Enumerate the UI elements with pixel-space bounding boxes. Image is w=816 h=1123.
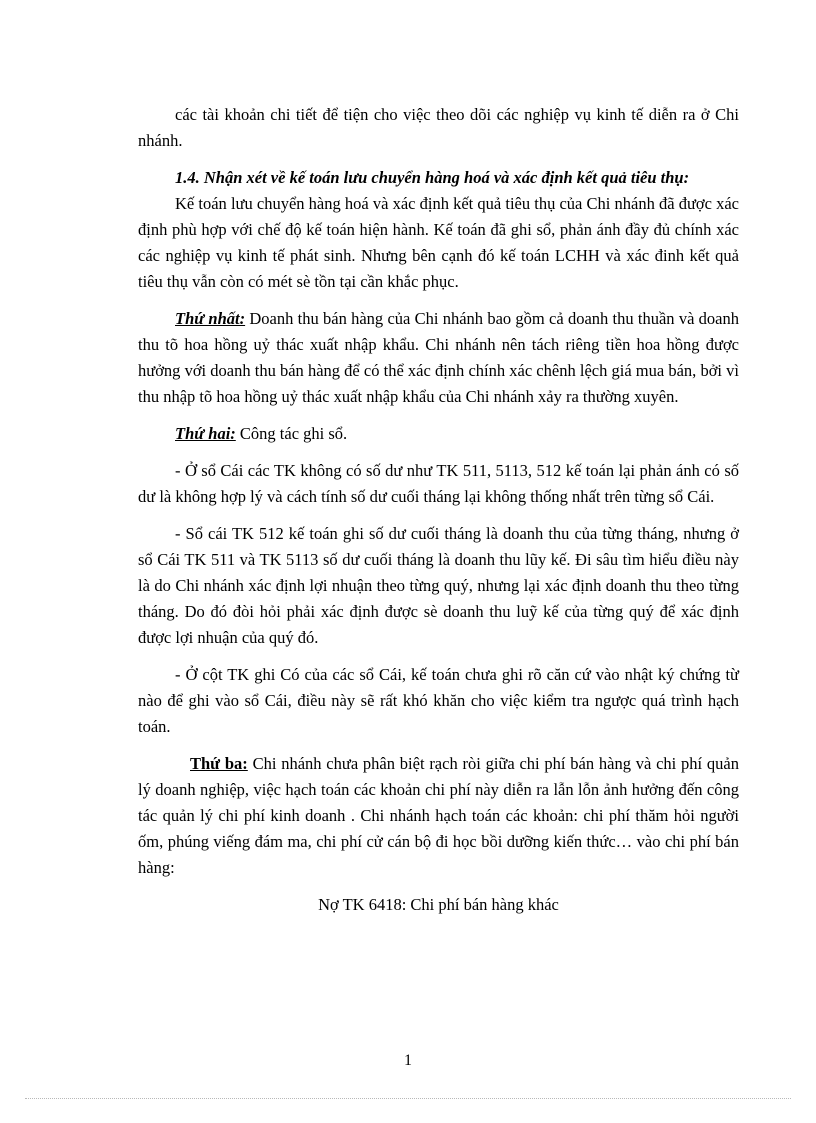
paragraph-first-point	[138, 306, 739, 410]
paragraph-intro: các tài khoản chi tiết để tiện cho việc theo dõi các nghiệp vụ kinh tế diễn ra ở Chi nhánh.	[138, 105, 739, 150]
paragraph-ledger-balance: - Ở sổ Cái các TK không có số dư như TK 511, 5113, 512 kế toán lại phản ánh có số dư là không hợp lý và cách tính số dư cuối tháng lại không thống nhất trên từng sổ Cái.	[138, 461, 739, 506]
third-point-label: Thứ ba:	[190, 754, 248, 773]
paragraph-overview: Kế toán lưu chuyển hàng hoá và xác định kết quả tiêu thụ của Chi nhánh đã được xác định phù hợp với chế độ kế toán hiện hành. Kế toán đã ghi sổ, phản ánh đầy đủ chính xác các nghiệp vụ kinh tế phát sinh. Nhưng bên cạnh đó kế toán LCHH và xác đinh kết quả tiêu thụ vẫn còn có mét sè tồn tại cần khắc phục.	[138, 194, 739, 291]
paragraph-ledger-512: - Sổ cái TK 512 kế toán ghi số dư cuối tháng là doanh thu của từng tháng, nhưng ở sổ Cái TK 511 và TK 5113 số dư cuối tháng là doanh thu lũy kế. Đi sâu tìm hiểu điều này là do Chi nhánh xác định lợi nhuận theo từng quý, nhưng lại xác định doanh thu theo từng tháng. Do đó đòi hỏi phải xác định được sè doanh thu luỹ kế của từng quý để xác định được lợi nhuận của quý đó.	[138, 524, 739, 647]
page-number: 1	[404, 1052, 412, 1069]
page-bottom-divider	[25, 1098, 791, 1099]
paragraph-credit-column: - Ở cột TK ghi Có của các sổ Cái, kế toán chưa ghi rõ căn cứ vào nhật ký chứng từ nào để ghi vào sổ Cái, điều này sẽ rất khó khăn cho việc kiểm tra ngược quá trình hạch toán.	[138, 665, 739, 736]
paragraph-third-point	[138, 751, 739, 881]
third-point-text: Chi nhánh chưa phân biệt rạch ròi giữa chi phí bán hàng và chi phí quản lý doanh nghiệp, việc hạch toán các khoản chi phí này diễn ra lẫn lỗn ảnh hưởng đến công tác quản lý chi phí kinh doanh . Chi nhánh hạch toán các khoản: chi phí thăm hỏi người ốm, phúng viếng đám ma, chi phí cử cán bộ đi học bồi dưỡng kiến thức… vào chi phí bán hàng:	[138, 754, 739, 877]
first-point-label: Thứ nhất:	[175, 309, 246, 328]
first-point-text: Doanh thu bán hàng của Chi nhánh bao gồm cả doanh thu thuần và doanh thu tõ hoa hồng uỷ thác xuất nhập khẩu. Chi nhánh nên tách riêng tiền hoa hồng được hưởng với doanh thu bán hàng để có thể xác định chính xác chênh lệch giá mua bán, bởi vì thu nhập tõ hoa hồng uỷ thác xuất nhập khẩu của Chi nhánh xảy ra thường xuyên.	[138, 309, 739, 406]
journal-entry-line: Nợ TK 6418: Chi phí bán hàng khác	[318, 895, 559, 914]
paragraph-second-point	[138, 421, 739, 447]
second-point-text: Công tác ghi sổ.	[235, 424, 348, 443]
section-heading: 1.4. Nhận xét về kế toán lưu chuyển hàng hoá và xác định kết quả tiêu thụ:	[175, 168, 690, 187]
body-text	[138, 102, 739, 918]
second-point-label: Thứ hai:	[175, 424, 236, 443]
